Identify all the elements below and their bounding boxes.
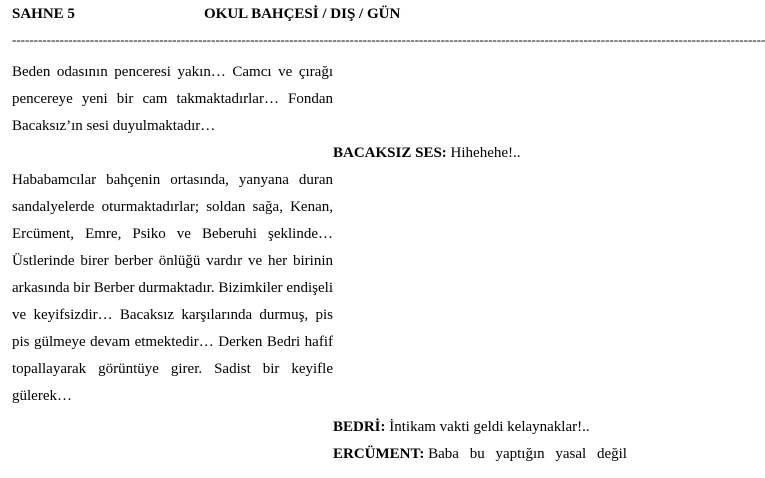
scene-location: OKUL BAHÇESİ / DIŞ / GÜN bbox=[204, 6, 401, 22]
character-name: ERCÜMENT: bbox=[333, 446, 425, 462]
scene-heading bbox=[12, 6, 652, 26]
dialogue-line: İntikam vakti geldi kelaynaklar!.. bbox=[389, 419, 590, 435]
dialogue-ercument bbox=[333, 441, 653, 468]
dialogue-line: Baba bu yaptığın yasal değil bbox=[428, 446, 627, 462]
dialogue-bacaksiz bbox=[333, 140, 653, 167]
separator-line: ------------------------------------------------------------------------------------------------------------------------------------------------------------------------------ bbox=[12, 32, 765, 47]
action-paragraph-garden: Hababamcılar bahçenin ortasında, yanyana duran sandalyelerde oturmaktadırlar; soldan sağa, Kenan, Ercüment, Emre, Psiko ve Beberuhi şeklinde… Üstlerinde birer berber önlüğü vardır ve her birinin arkasında bir Berber durmaktadır. Bizimkiler endişeli ve keyifsizdir… Bacaksız karşılarında durmuş, pis pis gülmeye devam etmektedir… Derken Bedri hafif topallayarak görüntüye girer. Sadist bir keyifle gülerek… bbox=[12, 172, 333, 404]
dialogue-line: Hihehehe!.. bbox=[450, 145, 521, 161]
action-paragraph-window: Beden odasının penceresi yakın… Camcı ve çırağı pencereye yeni bir cam takmaktadırlar… Fondan Bacaksız’ın sesi duyulmaktadır… bbox=[12, 64, 333, 134]
character-name: BACAKSIZ SES: bbox=[333, 145, 447, 161]
scene-number: SAHNE 5 bbox=[12, 6, 75, 22]
dialogue-bedri bbox=[333, 414, 653, 441]
character-name: BEDRİ: bbox=[333, 419, 386, 435]
